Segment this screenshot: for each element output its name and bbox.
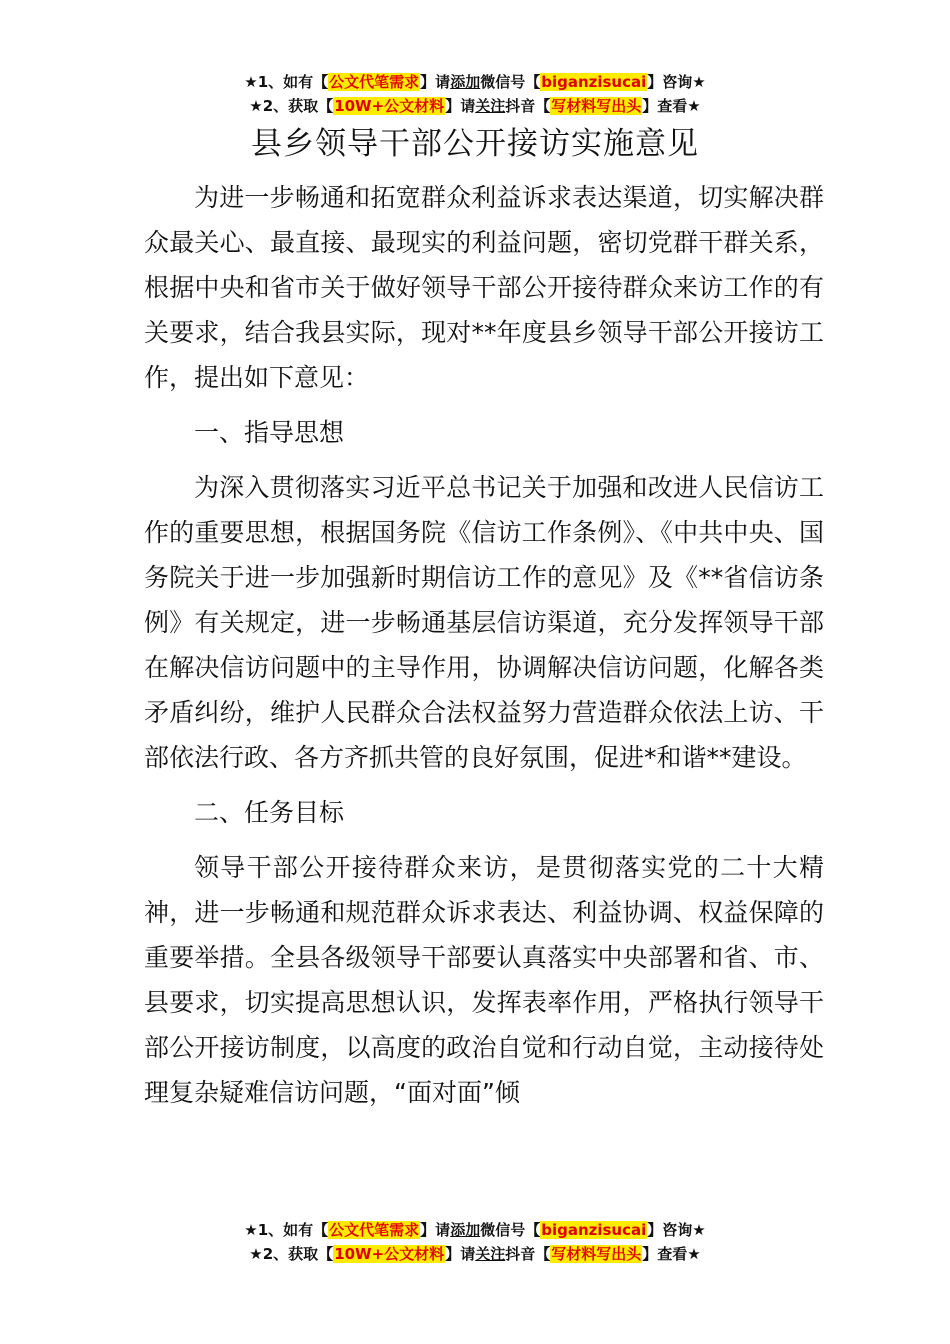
banner-text: 】请 [445, 97, 476, 115]
section-heading-1: 一、指导思想 [194, 418, 345, 447]
document-title: 县乡领导干部公开接访实施意见 [251, 126, 699, 162]
banner-text: 】咨询★ [647, 73, 706, 91]
banner-text: ★2、获取【 [249, 1245, 334, 1263]
header-banner [0, 70, 950, 118]
banner-text: 微信号【 [480, 1221, 541, 1239]
banner-line-2 [0, 94, 950, 118]
highlight-materials: 10W+公文材料 [334, 97, 445, 115]
banner-text: 】请 [445, 1245, 476, 1263]
banner-text: 】请 [420, 1221, 451, 1239]
highlight-materials: 10W+公文材料 [334, 1245, 445, 1263]
banner-text: ★1、如有【 [244, 1221, 329, 1239]
document-body [144, 175, 824, 1115]
section-1-paragraph: 为深入贯彻落实习近平总书记关于加强和改进人民信访工作的重要思想，根据国务院《信访工作条例》、《中共中央、国务院关于进一步加强新时期信访工作的意见》及《**省信访条例》有关规定，进一步畅通基层信访渠道，充分发挥领导干部在解决信访问题中的主导作用，协调解决信访问题，化解各类矛盾纠纷，维护人民群众合法权益努力营造群众依法上访、干部依法行政、各方齐抓共管的良好氛围，促进*和谐**建设。 [144, 473, 824, 772]
underlined-text: 关注 [475, 1245, 506, 1263]
highlight-wechat-id: biganzisucai [541, 1221, 647, 1239]
highlight-service: 公文代笔需求 [329, 1221, 420, 1239]
underlined-text: 添加 [450, 1221, 481, 1239]
banner-line-1 [0, 70, 950, 94]
banner-text: 】查看★ [642, 1245, 701, 1263]
section-2-paragraph: 领导干部公开接待群众来访，是贯彻落实党的二十大精神，进一步畅通和规范群众诉求表达、利益协调、权益保障的重要举措。全县各级领导干部要认真落实中央部署和省、市、县要求，切实提高思想认识，发挥表率作用，严格执行领导干部公开接访制度，以高度的政治自觉和行动自觉，主动接待处理复杂疑难信访问题，“面对面”倾 [144, 853, 824, 1107]
banner-text: 抖音【 [505, 97, 551, 115]
section-heading-2: 二、任务目标 [194, 798, 345, 827]
banner-text: 】查看★ [642, 97, 701, 115]
banner-text: ★1、如有【 [244, 73, 329, 91]
banner-text: 】咨询★ [647, 1221, 706, 1239]
banner-text: 】请 [420, 73, 451, 91]
highlight-douyin: 写材料写出头 [551, 97, 642, 115]
highlight-douyin: 写材料写出头 [551, 1245, 642, 1263]
highlight-wechat-id: biganzisucai [541, 73, 647, 91]
underlined-text: 添加 [450, 73, 481, 91]
footer-line-1 [0, 1218, 950, 1242]
footer-line-2 [0, 1242, 950, 1266]
banner-text: ★2、获取【 [249, 97, 334, 115]
banner-text: 抖音【 [505, 1245, 551, 1263]
intro-paragraph: 为进一步畅通和拓宽群众利益诉求表达渠道，切实解决群众最关心、最直接、最现实的利益问题，密切党群干群关系，根据中央和省市关于做好领导干部公开接待群众来访工作的有关要求，结合我县实际，现对**年度县乡领导干部公开接访工作，提出如下意见： [144, 183, 824, 392]
footer-banner [0, 1218, 950, 1266]
underlined-text: 关注 [475, 97, 506, 115]
banner-text: 微信号【 [480, 73, 541, 91]
highlight-service: 公文代笔需求 [329, 73, 420, 91]
